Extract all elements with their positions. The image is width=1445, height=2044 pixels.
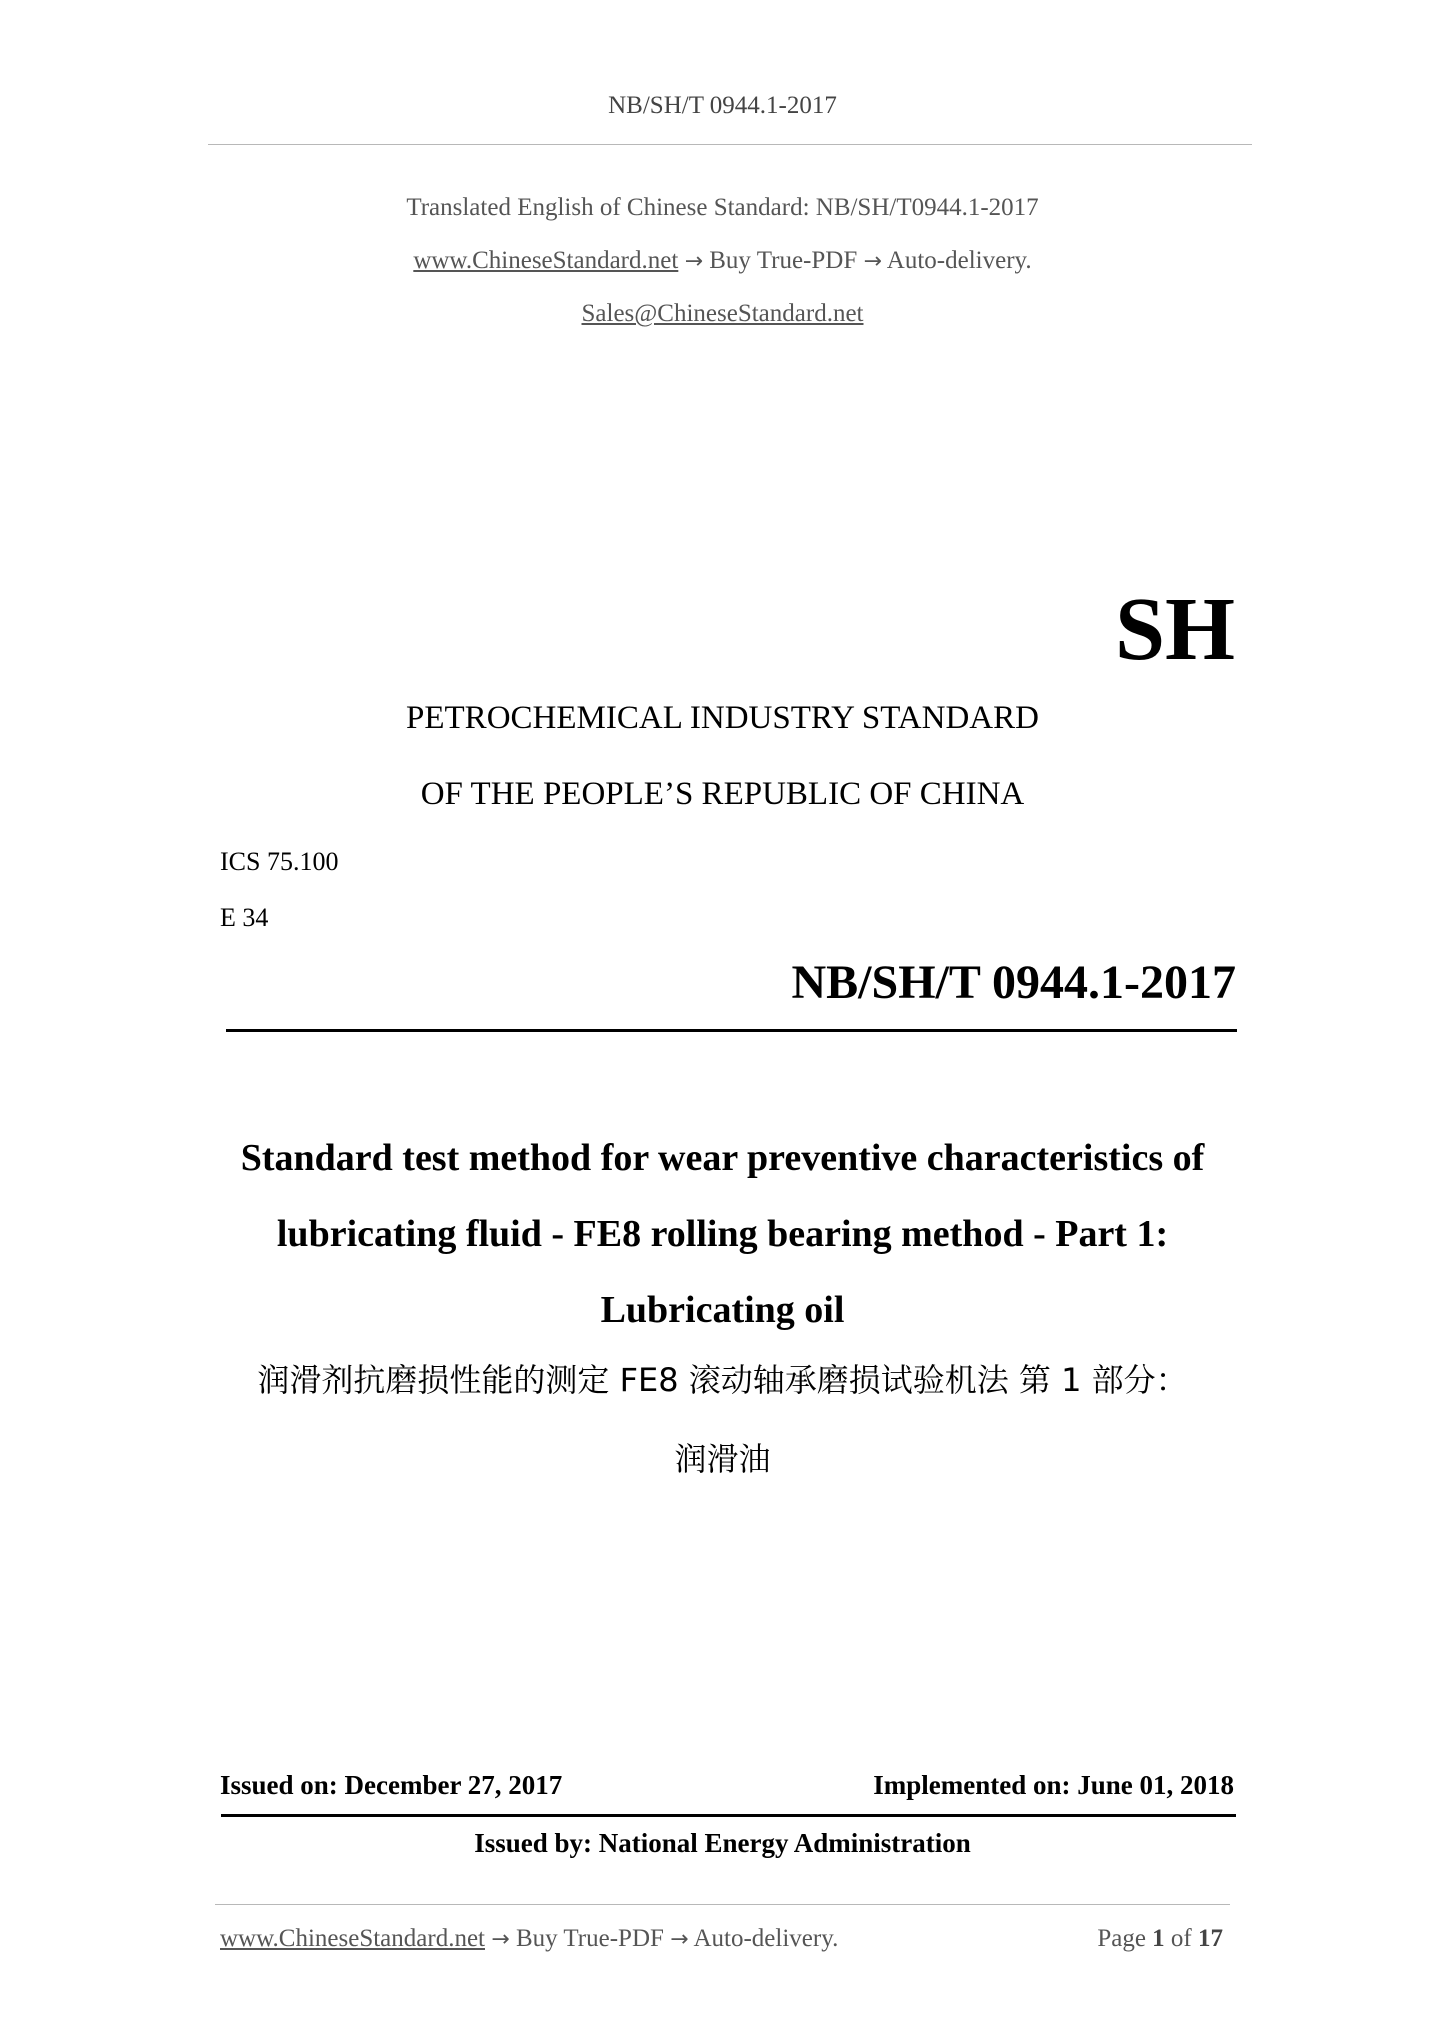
arrow-right-icon: → (491, 1927, 510, 1952)
site-link[interactable]: www.ChineseStandard.net (413, 247, 679, 274)
issuing-authority: Issued by: National Energy Administration (474, 1828, 971, 1858)
arrow-right-icon: → (670, 1927, 689, 1952)
buy-text: Buy True-PDF (709, 247, 858, 274)
standard-number: NB/SH/T 0944.1-2017 (791, 956, 1236, 1009)
org-name-line2: OF THE PEOPLE’S REPUBLIC OF CHINA (420, 776, 1025, 812)
ccs-code: E 34 (220, 903, 269, 932)
title-chinese-line2: 润滑油 (674, 1440, 771, 1478)
header-divider (208, 144, 1252, 145)
email-line (0, 300, 1445, 328)
footer-site-link[interactable]: www.ChineseStandard.net (220, 1925, 485, 1952)
footer-buy-text: Buy True-PDF (515, 1925, 664, 1952)
promo-line (0, 247, 1445, 275)
issued-date: Issued on: December 27, 2017 (220, 1770, 563, 1800)
title-english (0, 1120, 1445, 1348)
arrow-right-icon: → (684, 249, 703, 274)
page-total: 17 (1198, 1925, 1223, 1952)
standard-category-mark: SH (1114, 580, 1235, 679)
title-english-line1: Standard test method for wear preventive characteristics of (240, 1137, 1205, 1179)
dates-divider (221, 1814, 1236, 1817)
arrow-right-icon: → (863, 249, 882, 274)
header-code: NB/SH/T 0944.1-2017 (608, 92, 837, 119)
title-english-line3: Lubricating oil (600, 1289, 845, 1331)
page-label: Page (1097, 1925, 1146, 1952)
title-chinese-line1: 润滑剂抗磨损性能的测定 FE8 滚动轴承磨损试验机法 第 1 部分： (257, 1361, 1188, 1399)
email-link[interactable]: Sales@ChineseStandard.net (581, 300, 864, 327)
ics-code: ICS 75.100 (220, 847, 339, 876)
page-of: of (1170, 1925, 1192, 1952)
org-name-line1: PETROCHEMICAL INDUSTRY STANDARD (406, 700, 1039, 736)
footer-delivery-text: Auto-delivery. (693, 1925, 839, 1952)
page-current: 1 (1152, 1925, 1165, 1952)
delivery-text: Auto-delivery. (886, 247, 1032, 274)
translation-notice: Translated English of Chinese Standard: NB/SH/T0944.1-2017 (406, 194, 1039, 221)
footer-promo (220, 1925, 838, 1953)
implementation-date: Implemented on: June 01, 2018 (873, 1770, 1234, 1800)
page-indicator (1097, 1925, 1223, 1953)
footer-divider (215, 1904, 1230, 1905)
title-english-line2: lubricating fluid - FE8 rolling bearing method - Part 1: (276, 1213, 1169, 1255)
title-divider (226, 1029, 1237, 1032)
